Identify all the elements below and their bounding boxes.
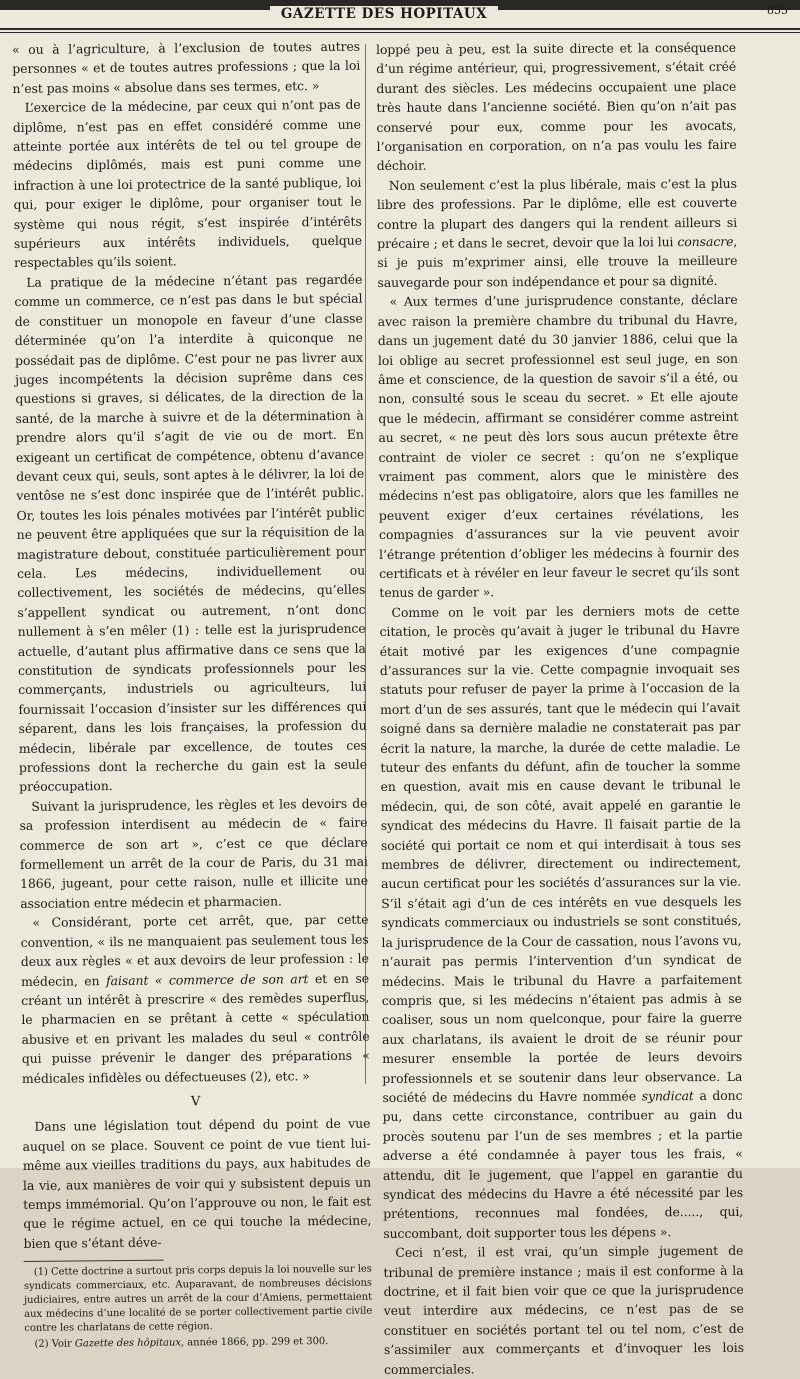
text-run: Non seulement c’est la plus libérale, mais c’est la plus libre des professions. Par le diplôme, elle est couverte contre la plupart des dangers qui la rendent ailleurs si précaire ; et dans le secret, devoir que la loi lui (376, 175, 738, 252)
text-run: a donc pu, dans cette circonstance, contribuer au gain du procès soutenu par l’un de ses membres ; et la partie adverse a été condamnée à payer tous les frais, « attendu, dit le jugement, que l’appel en garantie du syndicat des médecins du Havre a été nécessité par les prétentions, reconnues mal fondées, de....., qui, succombant, doit supporter tous les dépens ». (382, 1087, 744, 1241)
paragraph (377, 174, 738, 293)
section-heading: V (190, 1094, 202, 1110)
text-run: et en se créant un intérêt à prescrire « des remèdes superflus, le pharmacien en se prêtant à cette « spéculation abusive et en privant les malades du seul « contrôle qui puisse prévenir le danger des préparations « médicales infidèles ou défectueuses (2), etc. » (21, 970, 370, 1086)
quote-paragraph (20, 910, 370, 1088)
paragraph: « Aux termes d’une jurisprudence constante, déclare avec raison la première chambre du tribunal du Havre, dans un jugement daté du 30 janvier 1886, celui que la loi oblige au secret professionnel est seul juge, en son âme et conscience, de la question de savoir s’il a été, ou non, consulté sous le sceau du secret. » Et elle ajoute que le médecin, affirmant se considérer comme astreint au secret, « ne peut dès lors sous aucun prétexte être contraint de violer ce secret : qu’on ne s’explique vraiment pas comment, alors que le ministère des médecins n’est pas obligatoire, alors que les familles ne peuvent exiger d’eux certaines révélations, les compagnies d’assurances sur la vie peuvent avoir l’étrange prétention d’obliger les médecins à fournir des certificats et à révéler en leur faveur le secret qu’ils sont tenus de garder ». (377, 292, 740, 601)
page-number: 855 (767, 4, 788, 17)
header-rule-thin (0, 32, 800, 33)
paragraph: Dans une législation tout dépend du point de vue auquel on se place. Souvent ce point de vue tient lui-même aux vieilles traditions du pays, aux habitudes de la vie, aux manières de voir qui y subsistent depuis un temps immémorial. Qu’on l’approuve ou non, le fait est que le régime actuel, en ce qui touche la médecine, bien que s’étant déve- (22, 1115, 372, 1251)
footnote-1: (1) Cette doctrine a surtout pris corps depuis la loi nouvelle sur les syndicats commerciaux, etc. Auparavant, de nombreuses décisions judiciaires, entre autres un arrêt de la cour d’Amiens, permettaient aux médecins d’une localité de se porter collectivement partie civile contre les charlatans de cette région. (23, 1263, 373, 1335)
text-run: , année 1866, pp. 299 et 300. (180, 1336, 329, 1349)
text-run: , si je puis m’exprimer ainsi, elle trouve la meilleure sauvegarde pour son indépendance et pour sa dignité. (377, 233, 738, 290)
journal-title: GAZETTE DES HOPITAUX (270, 6, 498, 22)
footnote-rule (24, 1260, 164, 1262)
text-run: « Considérant, porte cet arrêt, que, par cette convention, « ils ne manquaient pas seulement tous les deux aux règles « et aux devoirs de leur profession : le médecin, en (20, 911, 369, 989)
text-run: (2) Voir (34, 1338, 75, 1351)
text-run: Comme on le voit par les derniers mots de cette citation, le procès qu’avait à juger le tribunal du Havre était motivé par les exigences d’une compagnie d’assurances sur la vie. Cette compagnie invoquait ses statuts pour refuser de payer la prime à l’occasion de la mort d’un de ses assurés, tant que le médecin qui l’avait soigné dans sa dernière maladie ne constaterait pas par écrit la nature, la marche, la durée de cette maladie. Le tuteur des enfants du défunt, afin de toucher la somme en question, avait mis en cause devant le tribunal le médecin, qui, de son côté, avait appelé en garantie le syndicat des médecins du Havre. Il faisait partie de la société qui portait ce nom et qui interdisait à tous ses membres de délivrer, directement ou indirectement, aucun certificat pour les sociétés d’assurances sur la vie. S’il s’était agi d’un de ces intérêts en vue desquels les syndicats commerciaux ou industriels se sont constitués, la jurisprudence de la Cour de cassation, nous l’avons vu, n’aurait pas permis l’intervention d’un syndicat de médecins. Mais le tribunal du Havre a parfaitement compris que, si les médecins n’étaient pas admis à se coaliser, sous un nom quelconque, pour faire la guerre aux charlatans, ils avaient le droit de se réunir pour mesurer ensemble la portée de leurs devoirs professionnels et se soutenir dans leur observance. La société de médecins du Havre nommée (379, 602, 743, 1105)
paragraph: loppé peu à peu, est la suite directe et la conséquence d’un régime antérieur, qui, progressivement, s’était créé durant des siècles. Les médecins occupaient une place très haute dans l’ancienne société. Bien qu’on n’ait pas conservé pour eux, comme pour les avocats, l’organisation en corporation, on n’a pas voulu les faire déchoir. (376, 39, 737, 174)
header-rule-thick (0, 28, 800, 30)
paragraph (379, 601, 743, 1244)
paragraph: Suivant la jurisprudence, les règles et les devoirs de sa profession interdisent au médecin de « faire commerce de son art », c’est ce que déclare formellement un arrêt de la cour de Paris, du 31 mai 1866, jugeant, pour cette raison, nulle et illicite une association entre médecin et pharmacien. (19, 795, 369, 911)
paragraph: La pratique de la médecine n’étant pas regardée comme un commerce, ce n’est pas dans le but spécial de constituer un monopole en faveur d’une classe déterminée qu’on l’a interdite à quiconque ne possédait pas de diplôme. C’est pour ne pas livrer aux juges incompétents la décision suprême dans ces questions si graves, si délicates, de la direction de la santé, de la marche à suivre et de la détermination à prendre alors qu’il s’agit de vie ou de mort. En exigeant un certificat de compétence, obtenu d’avance devant ceux qui, seuls, sont aptes à le délivrer, la loi de ventôse ne s’est donc inspirée que de l’intérêt public. Or, toutes les lois pénales motivées par l’intérêt public ne peuvent être appliquées que sur la réquisition de la magistrature debout, constituée particulièrement pour cela. Les médecins, individuellement ou collectivement, les sociétés de médecins, qu’elles s’appellent syndicat ou autrement, n’ont donc nullement à s’en mêler (1) : telle est la jurisprudence actuelle, d’autant plus affirmative dans ce sens que la constitution de syndicats professionnels pour les commerçants, industriels ou agriculteurs, lui fournissait l’occasion d’insister sur les différences qui séparent, dans les lois françaises, la profession du médecin, libérale par excellence, de toutes ces professions dont la recherche du gain est la seule préoccupation. (14, 271, 368, 795)
italic-run: consacre (677, 233, 734, 250)
footnote-2 (24, 1335, 372, 1352)
italic-run: syndicat (641, 1088, 694, 1104)
paragraph: Ceci n’est, il est vrai, qu’un simple jugement de tribunal de première instance ; mais il est conforme à la doctrine, et il fait bien voir que ce que la jurisprudence veut interdire aux médecins, ce n’est pas de se constituer en sociétés portant tel ou tel nom, c’est de s’assimiler aux commerçants et d’invoquer les lois commerciales. (383, 1242, 745, 1377)
left-column (12, 37, 373, 1354)
italic-run: faisant « commerce de son art (105, 970, 309, 988)
right-column (376, 38, 744, 1379)
paragraph: « ou à l’agriculture, à l’exclusion de toutes autres personnes « et de toutes autres professions ; que la loi n’est pas moins « absolue dans ses termes, etc. » (12, 38, 361, 96)
running-header (0, 4, 800, 28)
italic-run: Gazette des hôpitaux (74, 1337, 181, 1350)
footnotes (24, 1263, 373, 1352)
paragraph: L’exercice de la médecine, par ceux qui n’ont pas de diplôme, n’est pas en effet considéré comme une atteinte portée aux intérêts de tel ou tel groupe de médecins diplômés, mais est puni comme une infraction à une loi protectrice de la santé publique, loi qui, pour exiger le diplôme, pour organiser tout le système qui nous régit, s’est inspirée d’intérêts supérieurs aux intérêts individuels, quelque respectables qu’ils soient. (12, 96, 363, 271)
